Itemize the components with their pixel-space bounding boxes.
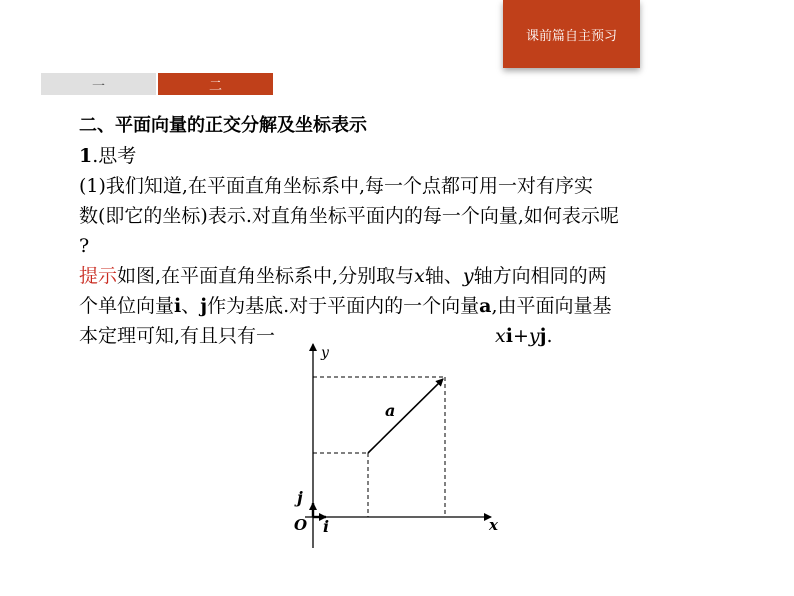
- question-line-2: 数(即它的坐标)表示.对直角坐标平面内的每一个向量,如何表示呢: [79, 205, 619, 227]
- math-x: x: [414, 265, 425, 287]
- subheading-number: 1: [79, 145, 93, 167]
- unit-i-label: i: [323, 517, 330, 536]
- x-axis-label: x: [489, 516, 498, 534]
- tab-two[interactable]: 二: [158, 73, 273, 95]
- answer-line-1: [79, 261, 739, 291]
- question-line-1: (1)我们知道,在平面直角坐标系中,每一个点都可用一对有序实: [79, 175, 593, 197]
- vector-a-arrow: [368, 379, 443, 453]
- section-tabs: [41, 73, 273, 95]
- answer-text: 本定理可知,有且只有一: [79, 325, 276, 347]
- answer-text: 轴方向相同的两: [473, 265, 607, 287]
- vector-a-label: a: [385, 401, 396, 420]
- answer-line-2: [79, 291, 739, 321]
- section-heading: 二、平面向量的正交分解及坐标表示: [79, 115, 367, 136]
- tab-one[interactable]: 一: [41, 73, 156, 95]
- subheading: [79, 141, 739, 171]
- math-a: a: [479, 295, 492, 317]
- origin-label: O: [294, 516, 308, 534]
- hint-label: 提示: [79, 265, 118, 287]
- math-j: j: [200, 295, 208, 317]
- answer-text: 个单位向量: [79, 295, 175, 317]
- answer-text: 作为基底.对于平面内的一个向量: [207, 295, 480, 317]
- projection-lines: [313, 377, 445, 517]
- question-line-3: ?: [79, 235, 90, 257]
- math-i: i: [174, 295, 182, 317]
- answer-text: 、: [181, 295, 201, 317]
- answer-text: ,由平面向量基: [491, 295, 612, 317]
- vector-figure: [285, 340, 515, 552]
- math-x: x: [495, 325, 506, 347]
- math-plus: +: [512, 325, 529, 347]
- answer-text: 如图,在平面直角坐标系中,分别取与: [117, 265, 415, 287]
- unit-j-label: j: [297, 488, 303, 507]
- answer-text: .: [546, 325, 553, 347]
- math-i: i: [505, 325, 513, 347]
- answer-text: 轴、: [424, 265, 463, 287]
- coordinate-axes: [305, 344, 491, 548]
- subheading-text: .思考: [92, 145, 137, 167]
- y-axis-label: y: [321, 345, 329, 361]
- math-y: y: [462, 265, 474, 287]
- section-tag[interactable]: 课前篇自主预习: [503, 0, 640, 68]
- content-body: [79, 111, 739, 351]
- math-y: y: [528, 325, 540, 347]
- math-j: j: [539, 325, 547, 347]
